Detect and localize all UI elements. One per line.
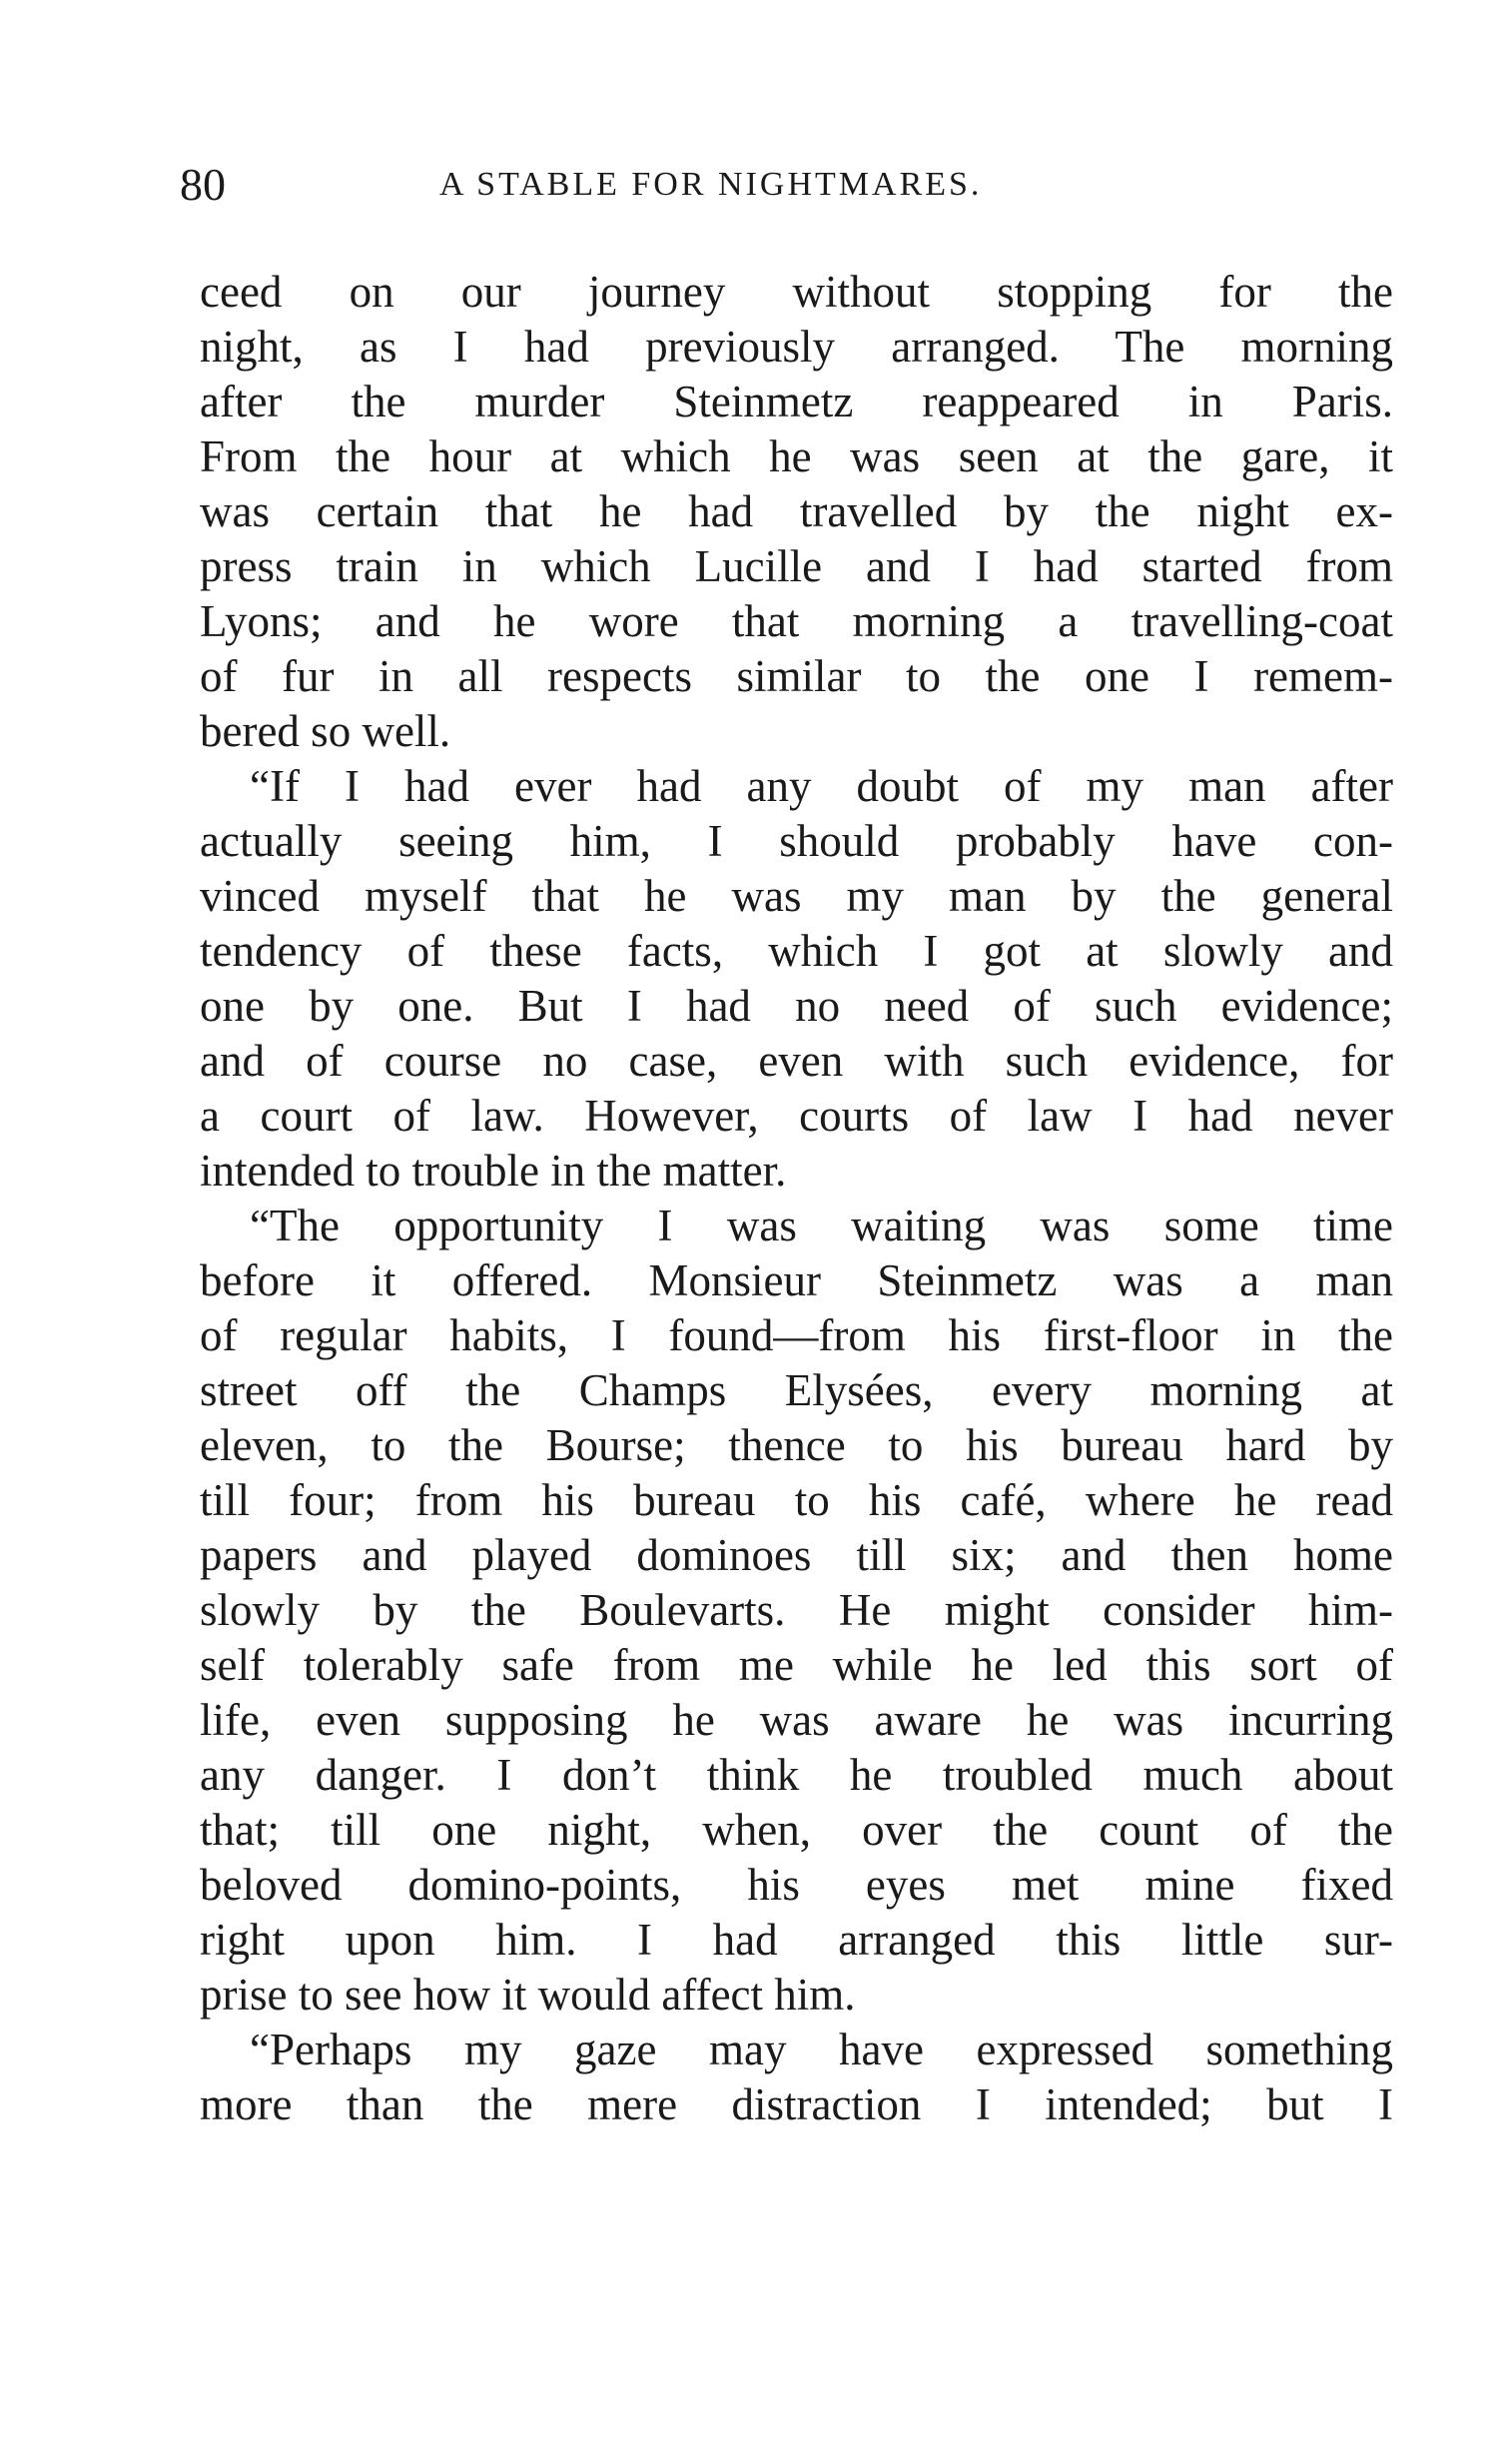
text-line: a court of law. However, courts of law I had never bbox=[200, 1091, 1393, 1141]
text-line: actually seeing him, I should probably have con- bbox=[200, 816, 1393, 866]
text-line: and of course no case, even with such evidence, for bbox=[200, 1036, 1393, 1086]
text-line: right upon him. I had arranged this little sur- bbox=[200, 1915, 1393, 1965]
text-line: eleven, to the Bourse; thence to his bureau hard by bbox=[200, 1420, 1393, 1470]
page-header bbox=[180, 150, 1393, 220]
text-line: night, as I had previously arranged. The morning bbox=[200, 322, 1393, 372]
paragraph-start: “Perhaps my gaze may have expressed something bbox=[250, 2025, 1393, 2074]
text-line: From the hour at which he was seen at the gare, it bbox=[200, 431, 1393, 481]
text-line: prise to see how it would affect him. bbox=[200, 1970, 856, 2020]
paragraph-start: “The opportunity I was waiting was some time bbox=[250, 1201, 1393, 1250]
text-line: Lyons; and he wore that morning a travelling-coat bbox=[200, 596, 1393, 646]
text-line: any danger. I don’t think he troubled much about bbox=[200, 1750, 1393, 1800]
paragraph-start: “If I had ever had any doubt of my man after bbox=[250, 761, 1393, 811]
text-line: of regular habits, I found—from his first-floor in the bbox=[200, 1310, 1393, 1360]
text-line: bered so well. bbox=[200, 706, 451, 756]
text-line: of fur in all respects similar to the one I remem- bbox=[200, 651, 1393, 701]
text-line: papers and played dominoes till six; and then home bbox=[200, 1530, 1393, 1580]
text-line: beloved domino-points, his eyes met mine fixed bbox=[200, 1860, 1393, 1910]
running-title: A STABLE FOR NIGHTMARES. bbox=[439, 166, 983, 203]
text-line: press train in which Lucille and I had started from bbox=[200, 541, 1393, 591]
text-line: street off the Champs Elysées, every morning at bbox=[200, 1365, 1393, 1415]
text-line: intended to trouble in the matter. bbox=[200, 1146, 787, 1196]
text-line: before it offered. Monsieur Steinmetz was a man bbox=[200, 1255, 1393, 1305]
text-line: after the murder Steinmetz reappeared in Paris. bbox=[200, 377, 1393, 426]
text-line: tendency of these facts, which I got at slowly and bbox=[200, 926, 1393, 976]
text-line: vinced myself that he was my man by the general bbox=[200, 871, 1393, 921]
page-number: 80 bbox=[180, 159, 226, 210]
text-line: ceed on our journey without stopping for the bbox=[200, 267, 1393, 317]
body-text bbox=[200, 265, 1393, 2132]
text-line: more than the mere distraction I intended; but I bbox=[200, 2079, 1393, 2129]
text-line: one by one. But I had no need of such evidence; bbox=[200, 981, 1393, 1031]
text-line: life, even supposing he was aware he was incurring bbox=[200, 1695, 1393, 1745]
text-line: that; till one night, when, over the count of the bbox=[200, 1805, 1393, 1855]
text-line: self tolerably safe from me while he led this sort of bbox=[200, 1640, 1393, 1690]
text-line: slowly by the Boulevarts. He might consider him- bbox=[200, 1585, 1393, 1635]
text-line: till four; from his bureau to his café, where he read bbox=[200, 1475, 1393, 1525]
text-line: was certain that he had travelled by the night ex- bbox=[200, 486, 1393, 536]
